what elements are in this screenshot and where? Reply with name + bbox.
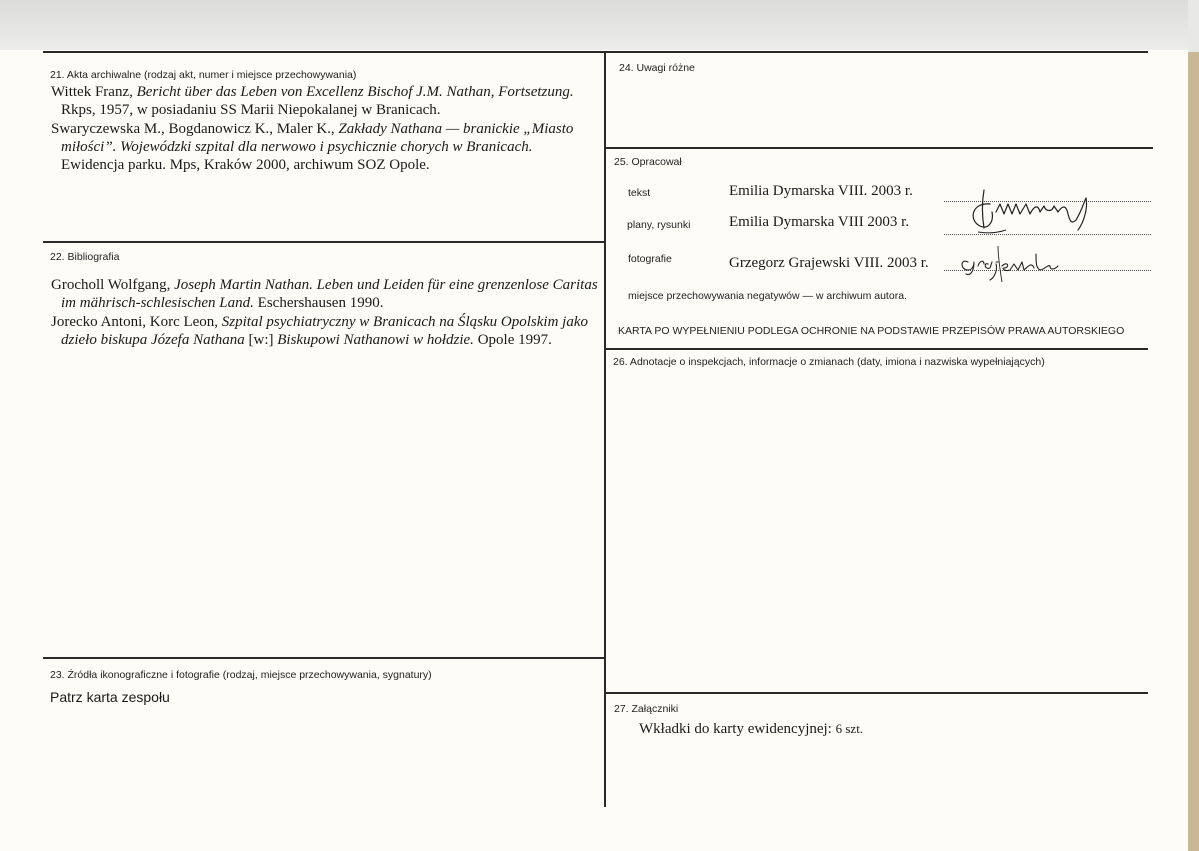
attachments-label: Wkładki do karty ewidencyjnej: xyxy=(639,721,832,737)
section-26-header: 26. Adnotacje o inspekcjach, informacje o zmianach (daty, imiona i nazwiska wypełniających) xyxy=(613,356,1045,368)
rule-24-25 xyxy=(605,147,1153,149)
section-21-body xyxy=(51,83,599,175)
section-21-header: 21. Akta archiwalne (rodzaj akt, numer i miejsce przechowywania) xyxy=(50,69,357,81)
section-22-body xyxy=(51,276,599,350)
section-24-header: 24. Uwagi różne xyxy=(619,62,695,74)
bibliography-entry: Jorecko Antoni, Korc Leon, Szpital psychiatryczny w Branicach na Śląsku Opolskim jako dzieło biskupa Józefa Nathana [w:] Biskupowi Nathanowi w hołdzie. Opole 1997. xyxy=(51,314,588,348)
section-27-text xyxy=(639,720,863,738)
rule-21-22 xyxy=(43,241,605,243)
section-25-header: 25. Opracował xyxy=(614,156,682,168)
rule-22-23 xyxy=(43,657,605,659)
row-value-text: Emilia Dymarska VIII. 2003 r. xyxy=(729,183,913,199)
negatives-location: miejsce przechowywania negatywów — w archiwum autora. xyxy=(628,290,907,302)
bibliography-entry: Grocholl Wolfgang, Joseph Martin Nathan. Leben und Leiden für eine grenzenlose Caritas im mährisch-schlesischen Land. Eschershausen 1990. xyxy=(51,277,598,311)
section-27-header: 27. Załączniki xyxy=(614,703,679,715)
scan-top-strip xyxy=(0,0,1199,50)
signature-dymarska xyxy=(960,182,1100,242)
rule-26-27 xyxy=(605,692,1148,694)
rule-25-26 xyxy=(605,348,1148,350)
signature-grajewski xyxy=(958,244,1078,284)
top-rule xyxy=(43,51,1148,53)
section-23-text: Patrz karta zespołu xyxy=(50,689,170,705)
row-label-text: tekst xyxy=(628,187,651,199)
archive-entry: Swaryczewska M., Bogdanowicz K., Maler K., Zakłady Nathana — branickie „Miasto miłości”. Wojewódzki szpital dla nerwowo i psychicznie chorych w Branicach. Ewidencja parku. Mps, Kraków 2000, archiwum SOZ Opole. xyxy=(51,121,574,173)
copyright-notice: KARTA PO WYPEŁNIENIU PODLEGA OCHRONIE NA PODSTAWIE PRZEPISÓW PRAWA AUTORSKIEGO xyxy=(618,325,1125,337)
row-label-plans: plany, rysunki xyxy=(627,219,691,231)
scan-right-edge-top xyxy=(1188,0,1199,52)
archive-entry: Wittek Franz, Bericht über das Leben von Excellenz Bischof J.M. Nathan, Fortsetzung. Rkps, 1957, w posiadaniu SS Marii Niepokalanej w Branicach. xyxy=(51,84,574,118)
section-23-header: 23. Źródła ikonograficzne i fotografie (rodzaj, miejsce przechowywania, sygnatury) xyxy=(50,669,432,681)
scan-right-edge xyxy=(1188,0,1199,851)
row-value-plans: Emilia Dymarska VIII 2003 r. xyxy=(729,214,910,230)
row-value-photos: Grzegorz Grajewski VIII. 2003 r. xyxy=(729,255,929,271)
attachments-count: 6 szt. xyxy=(835,721,864,736)
section-22-header: 22. Bibliografia xyxy=(50,251,120,263)
row-label-photos: fotografie xyxy=(628,253,672,265)
